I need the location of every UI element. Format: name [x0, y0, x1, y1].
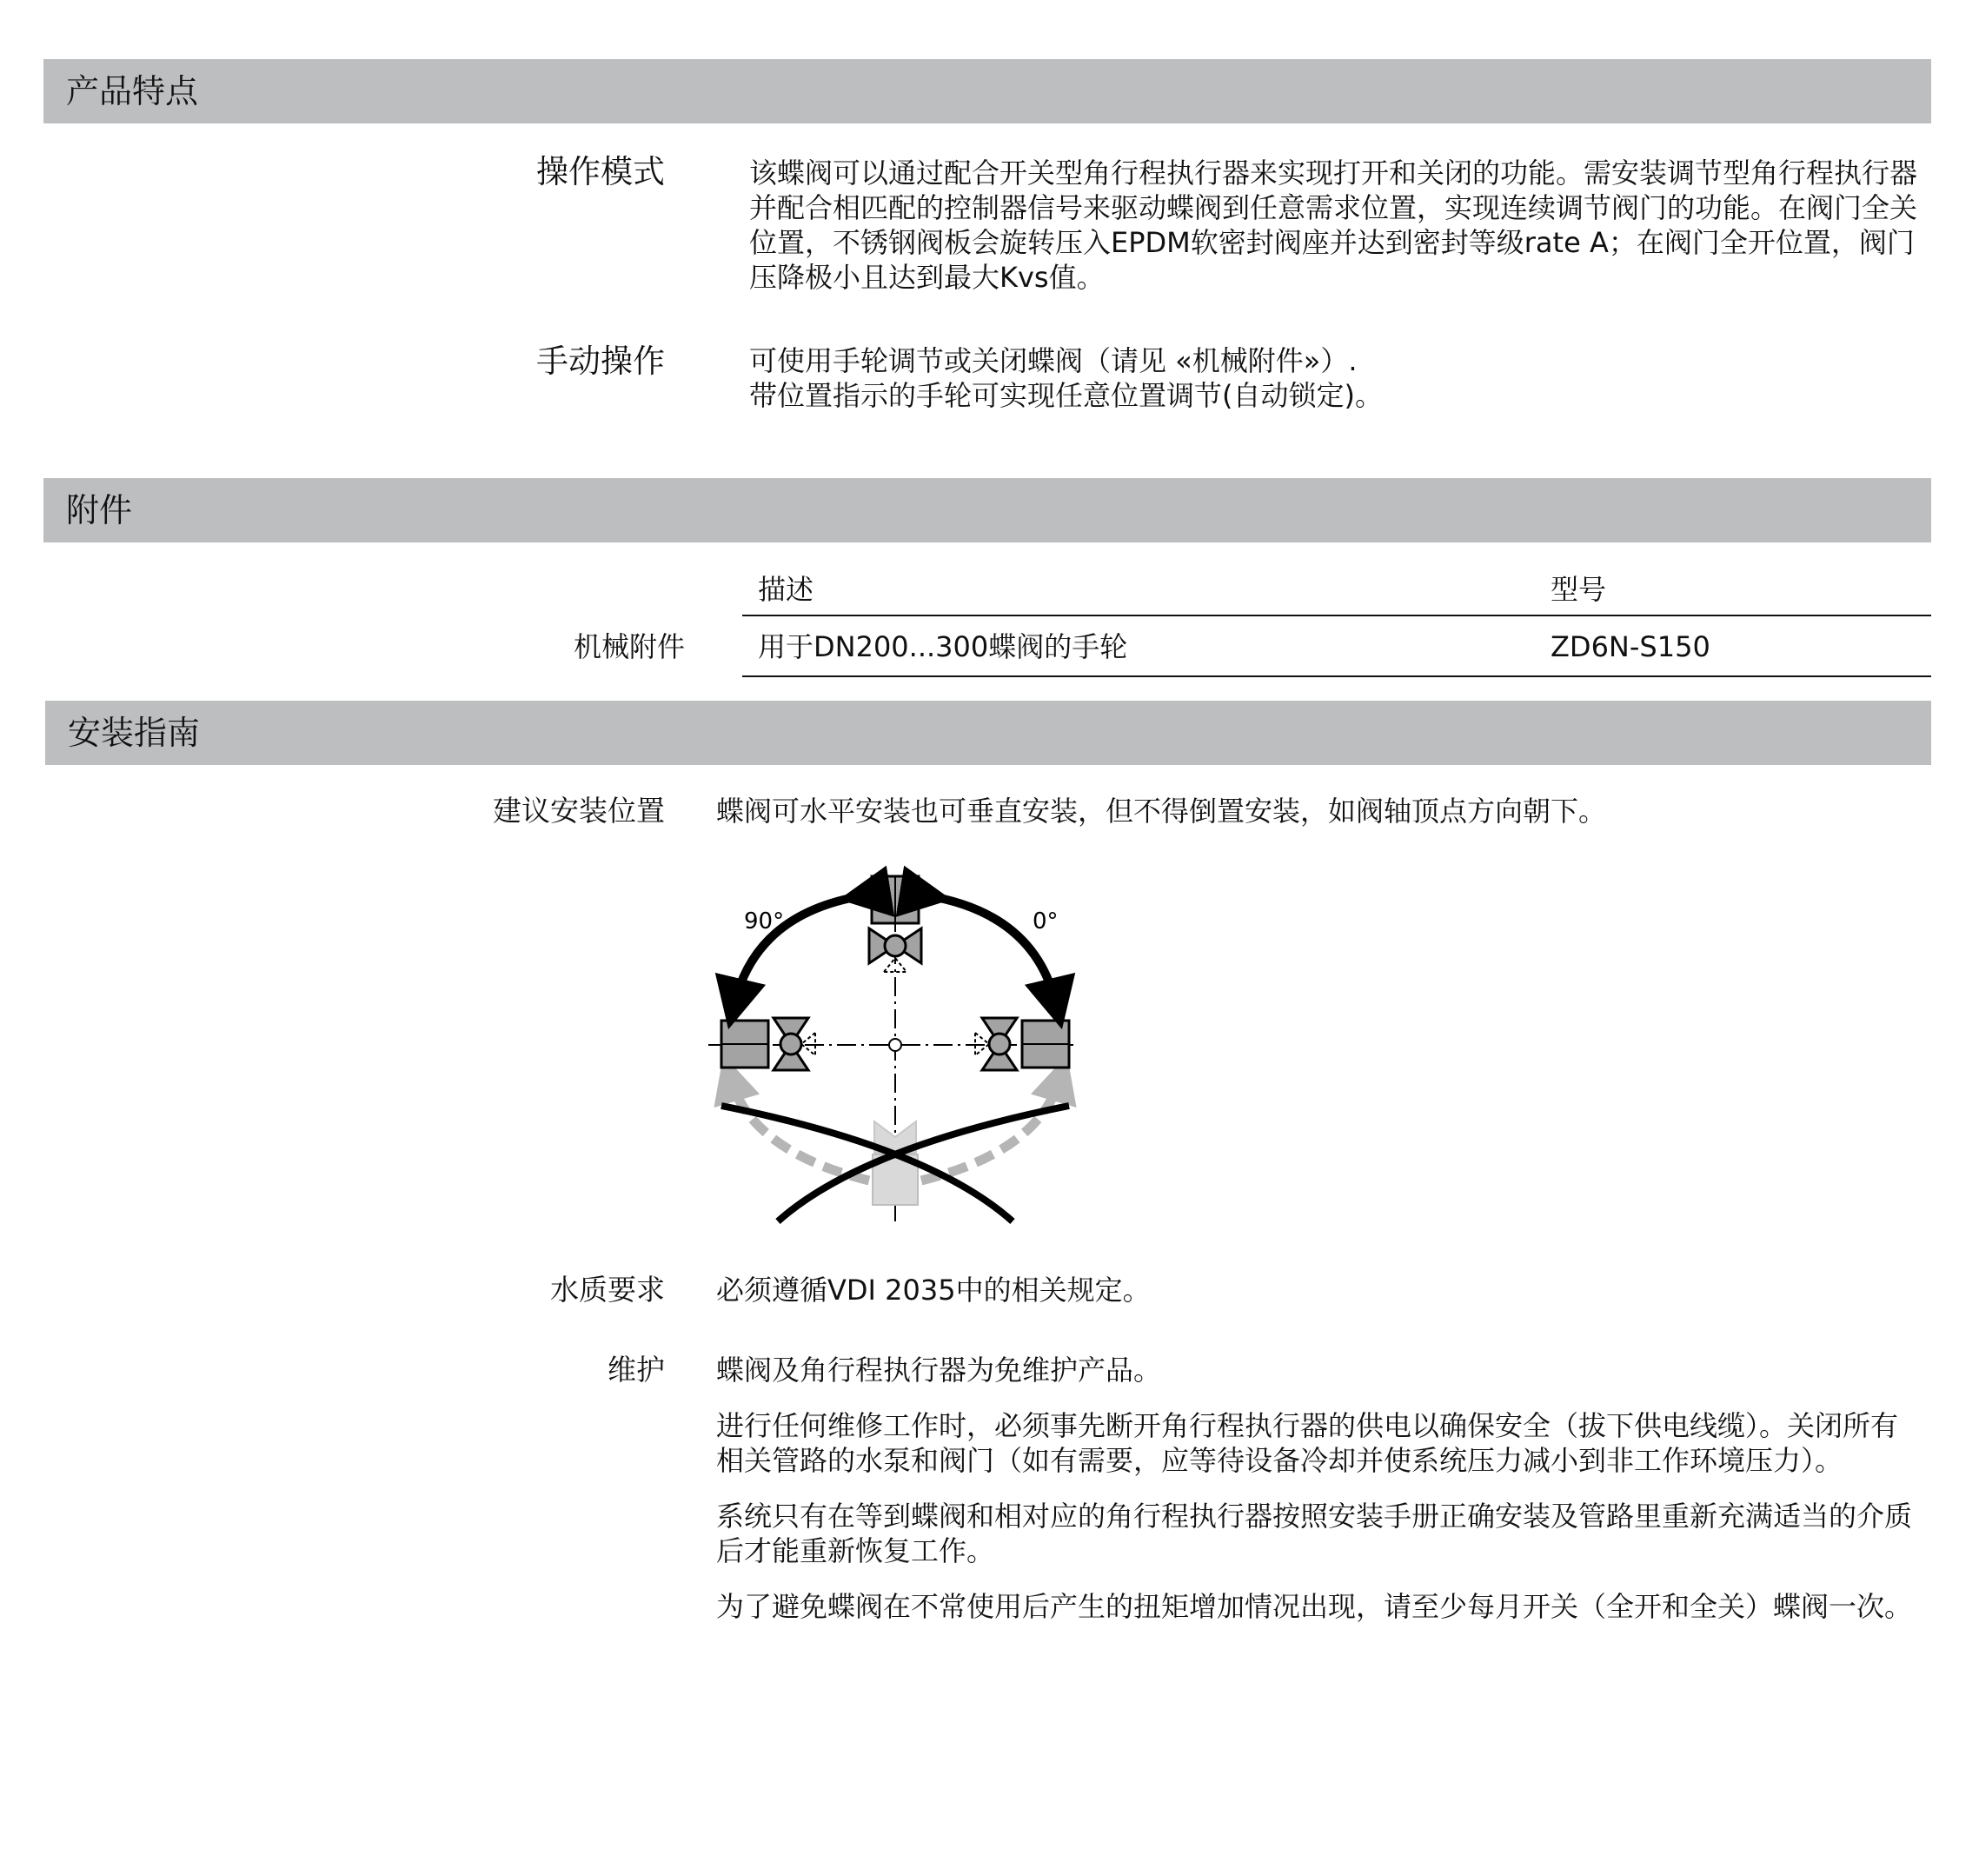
arrow-forbidden-right — [921, 1078, 1060, 1181]
install-position-text: 蝶阀可水平安装也可垂直安装，但不得倒置安装，如阀轴顶点方向朝下。 — [716, 795, 1607, 828]
cell-description: 用于DN200...300蝶阀的手轮 — [758, 630, 1128, 663]
label-water-quality: 水质要求 — [550, 1273, 665, 1307]
water-quality-text: 必须遵循VDI 2035中的相关规定。 — [716, 1274, 1151, 1307]
table-header-description: 描述 — [758, 573, 814, 606]
section-header-features — [43, 59, 1931, 123]
label-mechanical-accessory: 机械附件 — [573, 630, 685, 663]
table-header-model: 型号 — [1551, 573, 1607, 606]
section-title: 产品特点 — [66, 72, 199, 110]
maintenance-paragraph: 为了避免蝶阀在不常使用后产生的扭矩增加情况出现，请至少每月开关（全开和全关）蝶阀一次。 — [716, 1590, 1913, 1623]
angle-label-0: 0° — [1033, 908, 1059, 935]
valve-top — [869, 876, 921, 972]
installation-orientation-diagram — [704, 861, 1086, 1226]
section-header-accessories — [43, 478, 1931, 542]
operation-mode-text: 该蝶阀可以通过配合开关型角行程执行器来实现打开和关闭的功能。需安装调节型角行程执行器并配合相匹配的控制器信号来驱动蝶阀到任意需求位置，实现连续调节阀门的功能。在阀门全关位置，不锈钢阀板会旋转压入EPDM软密封阀座并达到密封等级rate A；在阀门全开位置，阀门压降极小且达到最大Kvs值。 — [749, 156, 1918, 294]
table-bottom-rule — [742, 675, 1931, 677]
manual-operation-text: 可使用手轮调节或关闭蝶阀（请见 «机械附件»）. 带位置指示的手轮可实现任意位置调节(自动锁定)。 — [749, 344, 1383, 412]
angle-label-90: 90° — [744, 908, 785, 935]
axis-center — [889, 1039, 901, 1051]
label-install-position: 建议安装位置 — [493, 794, 665, 828]
maintenance-paragraph: 进行任何维修工作时，必须事先断开角行程执行器的供电以确保安全（拔下供电线缆）。关闭所有相关管路的水泵和阀门（如有需要，应等待设备冷却并使系统压力减小到非工作环境压力）。 — [716, 1409, 1899, 1477]
maintenance-paragraph: 系统只有在等到蝶阀和相对应的角行程执行器按照安装手册正确安装及管路里重新充满适当的介质后才能重新恢复工作。 — [716, 1500, 1913, 1567]
valve-right — [975, 1018, 1069, 1070]
label-maintenance: 维护 — [608, 1353, 665, 1387]
label-manual-operation: 手动操作 — [536, 343, 665, 380]
valve-left — [721, 1018, 815, 1070]
maintenance-text — [716, 1353, 1924, 1624]
section-title: 附件 — [66, 491, 133, 529]
cell-model: ZD6N-S150 — [1551, 630, 1710, 663]
section-header-installation — [45, 701, 1931, 765]
arrow-forbidden-left — [730, 1078, 869, 1181]
table-header-rule — [742, 615, 1931, 616]
maintenance-paragraph: 蝶阀及角行程执行器为免维护产品。 — [716, 1354, 1162, 1387]
section-title: 安装指南 — [68, 714, 201, 752]
label-operation-mode: 操作模式 — [536, 153, 665, 190]
